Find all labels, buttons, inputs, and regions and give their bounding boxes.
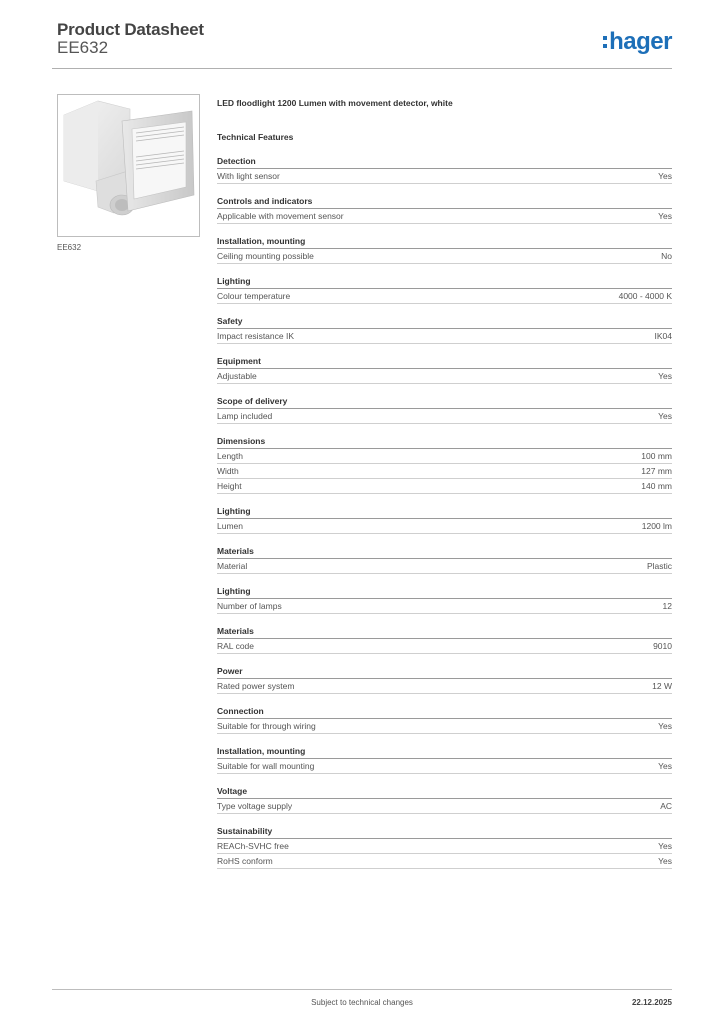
feature-label: Lamp included: [217, 411, 273, 421]
feature-row: [217, 249, 672, 264]
header-divider: [52, 68, 672, 69]
feature-label: Type voltage supply: [217, 801, 293, 811]
feature-group: [217, 665, 672, 694]
feature-row: [217, 289, 672, 304]
floodlight-image: [58, 95, 199, 236]
group-title: Lighting: [217, 505, 672, 519]
group-title: Safety: [217, 315, 672, 329]
feature-label: Number of lamps: [217, 601, 282, 611]
feature-row: [217, 839, 672, 854]
group-title: Scope of delivery: [217, 395, 672, 409]
product-code: EE632: [57, 38, 109, 57]
feature-group: [217, 825, 672, 869]
footer-divider: [52, 989, 672, 990]
feature-value: Yes: [658, 171, 672, 181]
group-title: Materials: [217, 625, 672, 639]
feature-group: [217, 435, 672, 494]
logo-text: hager: [609, 28, 672, 55]
feature-label: Impact resistance IK: [217, 331, 295, 341]
feature-label: Length: [217, 451, 243, 461]
main-content: [217, 96, 672, 869]
feature-label: Lumen: [217, 521, 243, 531]
feature-label: Suitable for wall mounting: [217, 761, 315, 771]
group-title: Power: [217, 665, 672, 679]
feature-row: [217, 519, 672, 534]
feature-label: RoHS conform: [217, 856, 273, 866]
feature-group: [217, 505, 672, 534]
feature-value: Yes: [658, 761, 672, 771]
footer-date: 22.12.2025: [631, 998, 672, 1007]
feature-value: 12: [662, 601, 672, 611]
feature-value: Yes: [658, 211, 672, 221]
feature-group: [217, 705, 672, 734]
feature-label: Height: [217, 481, 242, 491]
feature-label: Rated power system: [217, 681, 295, 691]
feature-value: 127 mm: [641, 466, 672, 476]
feature-row: [217, 449, 672, 464]
technical-features-title: Technical Features: [217, 132, 294, 142]
feature-group: [217, 355, 672, 384]
feature-value: 9010: [653, 641, 672, 651]
group-title: Materials: [217, 545, 672, 559]
group-title: Sustainability: [217, 825, 672, 839]
feature-row: [217, 209, 672, 224]
feature-value: Yes: [658, 856, 672, 866]
feature-label: Applicable with movement sensor: [217, 211, 344, 221]
logo-dots-icon: [603, 36, 607, 48]
group-title: Lighting: [217, 275, 672, 289]
feature-value: Plastic: [646, 561, 672, 571]
feature-value: IK04: [654, 331, 672, 341]
product-image: [57, 94, 200, 237]
feature-group: [217, 585, 672, 614]
feature-group: [217, 395, 672, 424]
feature-label: Adjustable: [217, 371, 257, 381]
feature-value: Yes: [658, 721, 672, 731]
feature-group: [217, 545, 672, 574]
feature-value: 140 mm: [641, 481, 672, 491]
group-title: Controls and indicators: [217, 195, 672, 209]
feature-row: [217, 479, 672, 494]
group-title: Lighting: [217, 585, 672, 599]
feature-group: [217, 785, 672, 814]
feature-value: 4000 - 4000 K: [618, 291, 672, 301]
feature-row: [217, 329, 672, 344]
feature-label: Material: [217, 561, 248, 571]
feature-label: Colour temperature: [217, 291, 291, 301]
product-description: LED floodlight 1200 Lumen with movement detector, white: [217, 98, 453, 108]
feature-row: [217, 169, 672, 184]
group-title: Connection: [217, 705, 672, 719]
feature-group: [217, 745, 672, 774]
feature-row: [217, 409, 672, 424]
feature-groups: [217, 155, 672, 869]
feature-group: [217, 195, 672, 224]
feature-row: [217, 854, 672, 869]
feature-row: [217, 599, 672, 614]
group-title: Dimensions: [217, 435, 672, 449]
feature-group: [217, 625, 672, 654]
feature-group: [217, 275, 672, 304]
feature-label: Suitable for through wiring: [217, 721, 316, 731]
feature-group: [217, 235, 672, 264]
group-title: Equipment: [217, 355, 672, 369]
feature-label: With light sensor: [217, 171, 280, 181]
footer-note: Subject to technical changes: [311, 998, 413, 1007]
feature-row: [217, 639, 672, 654]
feature-value: 12 W: [652, 681, 672, 691]
feature-row: [217, 679, 672, 694]
image-caption: EE632: [57, 243, 82, 252]
feature-row: [217, 559, 672, 574]
feature-group: [217, 155, 672, 184]
feature-label: REACh-SVHC free: [217, 841, 289, 851]
document-title: Product Datasheet: [57, 20, 204, 39]
group-title: Installation, mounting: [217, 235, 672, 249]
feature-label: RAL code: [217, 641, 255, 651]
feature-label: Ceiling mounting possible: [217, 251, 314, 261]
group-title: Voltage: [217, 785, 672, 799]
feature-value: Yes: [658, 371, 672, 381]
feature-row: [217, 464, 672, 479]
group-title: Detection: [217, 155, 672, 169]
feature-row: [217, 369, 672, 384]
group-title: Installation, mounting: [217, 745, 672, 759]
feature-value: No: [661, 251, 672, 261]
feature-row: [217, 719, 672, 734]
feature-value: Yes: [658, 841, 672, 851]
feature-value: Yes: [658, 411, 672, 421]
feature-label: Width: [217, 466, 239, 476]
feature-value: AC: [660, 801, 672, 811]
feature-row: [217, 759, 672, 774]
feature-value: 1200 lm: [641, 521, 672, 531]
feature-row: [217, 799, 672, 814]
hager-logo: [603, 28, 672, 56]
feature-group: [217, 315, 672, 344]
feature-value: 100 mm: [641, 451, 672, 461]
